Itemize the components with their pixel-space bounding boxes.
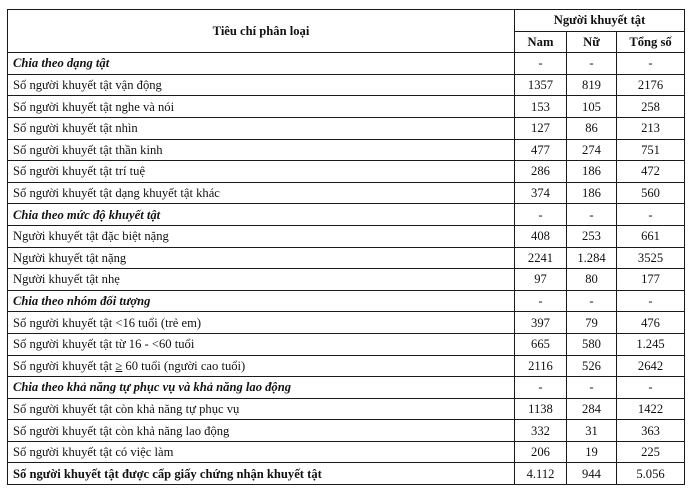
cell-nam: - <box>515 377 567 399</box>
total-row-certified <box>8 463 685 485</box>
table-row <box>8 355 685 377</box>
row-label: Chia theo mức độ khuyết tật <box>8 204 515 226</box>
cell-tong-so: 363 <box>617 420 685 442</box>
header-row-1 <box>8 10 685 32</box>
table-row <box>8 333 685 355</box>
cell-nu: 105 <box>567 96 617 118</box>
table-row <box>8 161 685 183</box>
cell-nu: 284 <box>567 398 617 420</box>
row-label: Số người khuyết tật nhìn <box>8 117 515 139</box>
cell-nu: - <box>567 290 617 312</box>
cell-nam: - <box>515 53 567 75</box>
cell-tong-so: 177 <box>617 269 685 291</box>
cell-tong-so: 225 <box>617 441 685 463</box>
greater-or-equal-symbol: ≥ <box>115 358 123 373</box>
cell-nu: - <box>567 377 617 399</box>
row-label: Số người khuyết tật <16 tuổi (trẻ em) <box>8 312 515 334</box>
column-header-tong-so: Tổng số <box>617 31 685 53</box>
column-header-nam: Nam <box>515 31 567 53</box>
cell-nu: 79 <box>567 312 617 334</box>
table-row <box>8 420 685 442</box>
table-row <box>8 269 685 291</box>
row-label-suffix: 60 tuổi (người cao tuổi) <box>122 358 246 373</box>
cell-nu: 580 <box>567 333 617 355</box>
section-row-muc-do <box>8 204 685 226</box>
cell-nam: 286 <box>515 161 567 183</box>
cell-nu: 31 <box>567 420 617 442</box>
cell-nam: 408 <box>515 225 567 247</box>
cell-tong-so: 560 <box>617 182 685 204</box>
cell-tong-so: 661 <box>617 225 685 247</box>
group-column-header: Người khuyết tật <box>515 10 685 32</box>
cell-tong-so: 5.056 <box>617 463 685 485</box>
table-row <box>8 312 685 334</box>
table-row <box>8 247 685 269</box>
disability-statistics-table <box>7 9 685 485</box>
cell-nam: 332 <box>515 420 567 442</box>
row-label: Số người khuyết tật vận động <box>8 74 515 96</box>
cell-tong-so: 751 <box>617 139 685 161</box>
cell-nam: 2116 <box>515 355 567 377</box>
cell-tong-so: 2642 <box>617 355 685 377</box>
column-header-nu: Nữ <box>567 31 617 53</box>
cell-nu: 526 <box>567 355 617 377</box>
table-row <box>8 117 685 139</box>
row-label: Số người khuyết tật được cấp giấy chứng nhận khuyết tật <box>8 463 515 485</box>
row-label: Người khuyết tật nhẹ <box>8 269 515 291</box>
row-label: Số người khuyết tật từ 16 - <60 tuổi <box>8 333 515 355</box>
row-label: Chia theo nhóm đối tượng <box>8 290 515 312</box>
cell-nam: 1357 <box>515 74 567 96</box>
cell-nu: 253 <box>567 225 617 247</box>
cell-tong-so: - <box>617 204 685 226</box>
row-label: Người khuyết tật nặng <box>8 247 515 269</box>
cell-nam: 97 <box>515 269 567 291</box>
table-row <box>8 225 685 247</box>
cell-nu: - <box>567 53 617 75</box>
table-body <box>8 53 685 485</box>
cell-tong-so: - <box>617 377 685 399</box>
cell-nu: 86 <box>567 117 617 139</box>
row-label-prefix: Số người khuyết tật <box>13 358 116 373</box>
cell-nu: - <box>567 204 617 226</box>
criteria-column-header: Tiêu chí phân loại <box>8 10 515 53</box>
cell-nu: 274 <box>567 139 617 161</box>
cell-nam: 2241 <box>515 247 567 269</box>
cell-nu: 186 <box>567 182 617 204</box>
cell-tong-so: 476 <box>617 312 685 334</box>
cell-tong-so: 1.245 <box>617 333 685 355</box>
cell-nu: 1.284 <box>567 247 617 269</box>
row-label: Người khuyết tật đặc biệt nặng <box>8 225 515 247</box>
row-label: Số người khuyết tật dạng khuyết tật khác <box>8 182 515 204</box>
cell-tong-so: 2176 <box>617 74 685 96</box>
row-label: Chia theo khả năng tự phục vụ và khả năng lao động <box>8 377 515 399</box>
table-row <box>8 139 685 161</box>
cell-tong-so: 472 <box>617 161 685 183</box>
table-header <box>8 10 685 53</box>
cell-nu: 944 <box>567 463 617 485</box>
row-label <box>8 355 515 377</box>
row-label: Chia theo dạng tật <box>8 53 515 75</box>
cell-nu: 186 <box>567 161 617 183</box>
row-label: Số người khuyết tật có việc làm <box>8 441 515 463</box>
cell-nu: 819 <box>567 74 617 96</box>
table-row <box>8 182 685 204</box>
cell-tong-so: 3525 <box>617 247 685 269</box>
cell-nam: 374 <box>515 182 567 204</box>
cell-nu: 19 <box>567 441 617 463</box>
cell-nam: 4.112 <box>515 463 567 485</box>
cell-tong-so: 213 <box>617 117 685 139</box>
table-row <box>8 441 685 463</box>
table-row <box>8 96 685 118</box>
cell-tong-so: - <box>617 53 685 75</box>
section-row-dang-tat <box>8 53 685 75</box>
cell-nam: 477 <box>515 139 567 161</box>
cell-tong-so: - <box>617 290 685 312</box>
cell-tong-so: 258 <box>617 96 685 118</box>
section-row-nhom-doi-tuong <box>8 290 685 312</box>
section-row-kha-nang <box>8 377 685 399</box>
row-label: Số người khuyết tật còn khả năng lao động <box>8 420 515 442</box>
cell-nam: 206 <box>515 441 567 463</box>
cell-tong-so: 1422 <box>617 398 685 420</box>
cell-nam: 127 <box>515 117 567 139</box>
cell-nam: 665 <box>515 333 567 355</box>
row-label: Số người khuyết tật còn khả năng tự phục vụ <box>8 398 515 420</box>
cell-nam: - <box>515 204 567 226</box>
cell-nu: 80 <box>567 269 617 291</box>
cell-nam: - <box>515 290 567 312</box>
table-row <box>8 398 685 420</box>
row-label: Số người khuyết tật nghe và nói <box>8 96 515 118</box>
cell-nam: 153 <box>515 96 567 118</box>
row-label: Số người khuyết tật trí tuệ <box>8 161 515 183</box>
table-row <box>8 74 685 96</box>
row-label: Số người khuyết tật thần kinh <box>8 139 515 161</box>
cell-nam: 1138 <box>515 398 567 420</box>
cell-nam: 397 <box>515 312 567 334</box>
